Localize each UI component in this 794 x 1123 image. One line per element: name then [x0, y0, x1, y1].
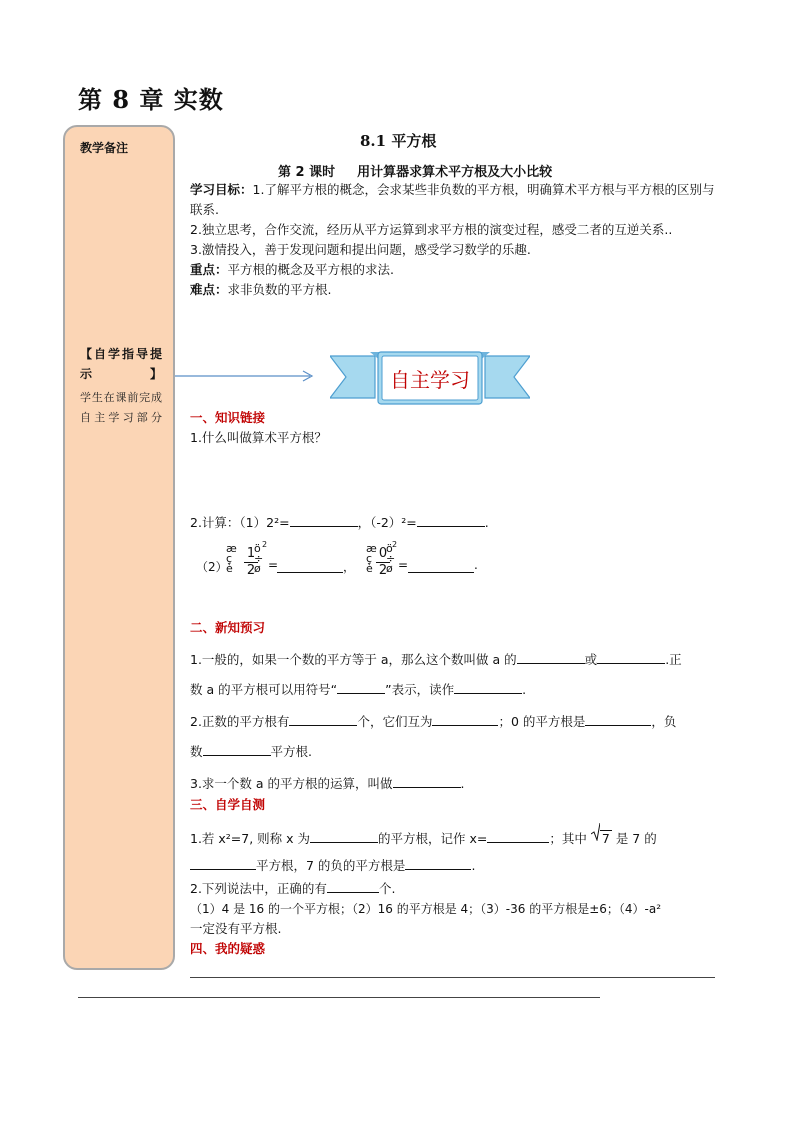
lesson-topic: 用计算器求算术平方根及大小比较 [357, 165, 553, 180]
learning-goals [190, 180, 720, 300]
blank [337, 679, 385, 694]
sec3-q2-statements: （1）4 是 16 的一个平方根；（2）16 的平方根是 4；（3）-36 的平方根是±6；（4）-a² [190, 902, 662, 916]
difficulty-label: 难点： [190, 282, 228, 297]
q3-prefix: （2） [196, 560, 228, 574]
self-study-banner [330, 348, 530, 410]
fraction-2: 0 2 [376, 546, 390, 579]
chapter-title: 第 8 章 实数 [78, 85, 224, 114]
section-title: 8.1 平方根 [360, 132, 437, 150]
sec3-q2: 2.下列说法中，正确的有 个. （1）4 是 16 的一个平方根；（2）16 的平方根是 4；（3）-36 的平方根是±6；（4）-a² 一定没有平方根. [190, 878, 720, 939]
sec2-body: 1.一般的，如果一个数的平方等于 a，那么这个数叫做 a 的 或 .正 数 a 的平方根可以用符号“ ”表示，读作 . 2.正数的平方根有 个，它们互为 ；0 的平方根是 ，负 数 平方根. 3.求一个数 a 的平方根的运算，叫做 . [190, 645, 720, 799]
sqrt-7: 7 [591, 825, 612, 852]
blank [203, 741, 271, 756]
lesson-title [278, 161, 552, 180]
banner-text: 自主学习 [390, 368, 470, 392]
key-text: 平方根的概念及平方根的求法. [227, 262, 394, 277]
key-label: 重点： [190, 262, 228, 277]
fraction-1: 1 2 [244, 546, 258, 579]
blank [585, 711, 651, 726]
blank [405, 855, 471, 870]
blank [310, 828, 378, 843]
glyph-right-bracket-1: ö ÷ ø [254, 542, 264, 575]
q2-prefix: 2.计算：（1）2²= [190, 515, 290, 530]
q2-end: . [484, 515, 489, 530]
blank [408, 558, 474, 573]
difficulty-text: 求非负数的平方根. [227, 282, 332, 297]
sup-2b: 2 [392, 540, 398, 549]
blank [432, 711, 498, 726]
q2-mid: ，（-2）²= [357, 515, 417, 530]
goal-2: 2.独立思考，合作交流，经历从平方运算到求平方根的演变过程，感受二者的互逆关系.. [190, 222, 673, 237]
blank [393, 773, 461, 788]
arrow-right-icon [175, 365, 320, 387]
footer-line [78, 997, 600, 998]
blank [517, 649, 585, 664]
sec1-title: 一、知识链接 [190, 410, 266, 425]
sidebar-title: 教学备注 [80, 141, 129, 155]
sec4-title: 四、我的疑惑 [190, 941, 266, 956]
glyph-left-bracket-1: æ ç è [226, 542, 237, 575]
blank [327, 878, 379, 893]
lesson-period: 第 2 课时 [278, 165, 336, 180]
sec3-q2-tail: 一定没有平方根. [190, 921, 282, 936]
blank [290, 512, 358, 527]
glyph-left-bracket-2: æ ç è [366, 542, 377, 575]
eq-1: = [268, 558, 279, 572]
teaching-notes-sidebar [63, 125, 175, 970]
end-dot: . [474, 558, 478, 572]
sec3-body: 1.若 x²=7, 则称 x 为 的平方根，记作 x= ；其中 7 是 7 的 平方根，7 的负的平方根是 . [190, 825, 720, 879]
goal-3: 3.激情投入，善于发现问题和提出问题，感受学习数学的乐趣. [190, 242, 531, 257]
goal-1: 1.了解平方根的概念，会求某些非负数的平方根，明确算术平方根与平方根的区别与联系. [190, 182, 715, 217]
sec2-title: 二、新知预习 [190, 620, 266, 635]
blank [277, 558, 343, 573]
eq-2: = [398, 558, 409, 572]
blank [289, 711, 357, 726]
blank [487, 828, 549, 843]
blank [417, 512, 485, 527]
sidebar-guide-heading: 【自学指导提示】 [80, 347, 162, 381]
comma-1: ， [343, 560, 356, 574]
sec3-title: 三、自学自测 [190, 797, 266, 812]
sidebar-guide-note: 学生在课前完成自主学习部分 [80, 391, 162, 424]
goals-label: 学习目标： [190, 182, 253, 197]
blank [454, 679, 522, 694]
sec1-q1: 1.什么叫做算术平方根？ [190, 430, 327, 445]
sec1-q2 [190, 512, 720, 533]
glyph-right-bracket-2: ö ÷ ø [386, 542, 396, 575]
sup-2a: 2 [262, 540, 268, 549]
blank [597, 649, 665, 664]
answer-line [190, 977, 715, 978]
blank [190, 855, 256, 870]
